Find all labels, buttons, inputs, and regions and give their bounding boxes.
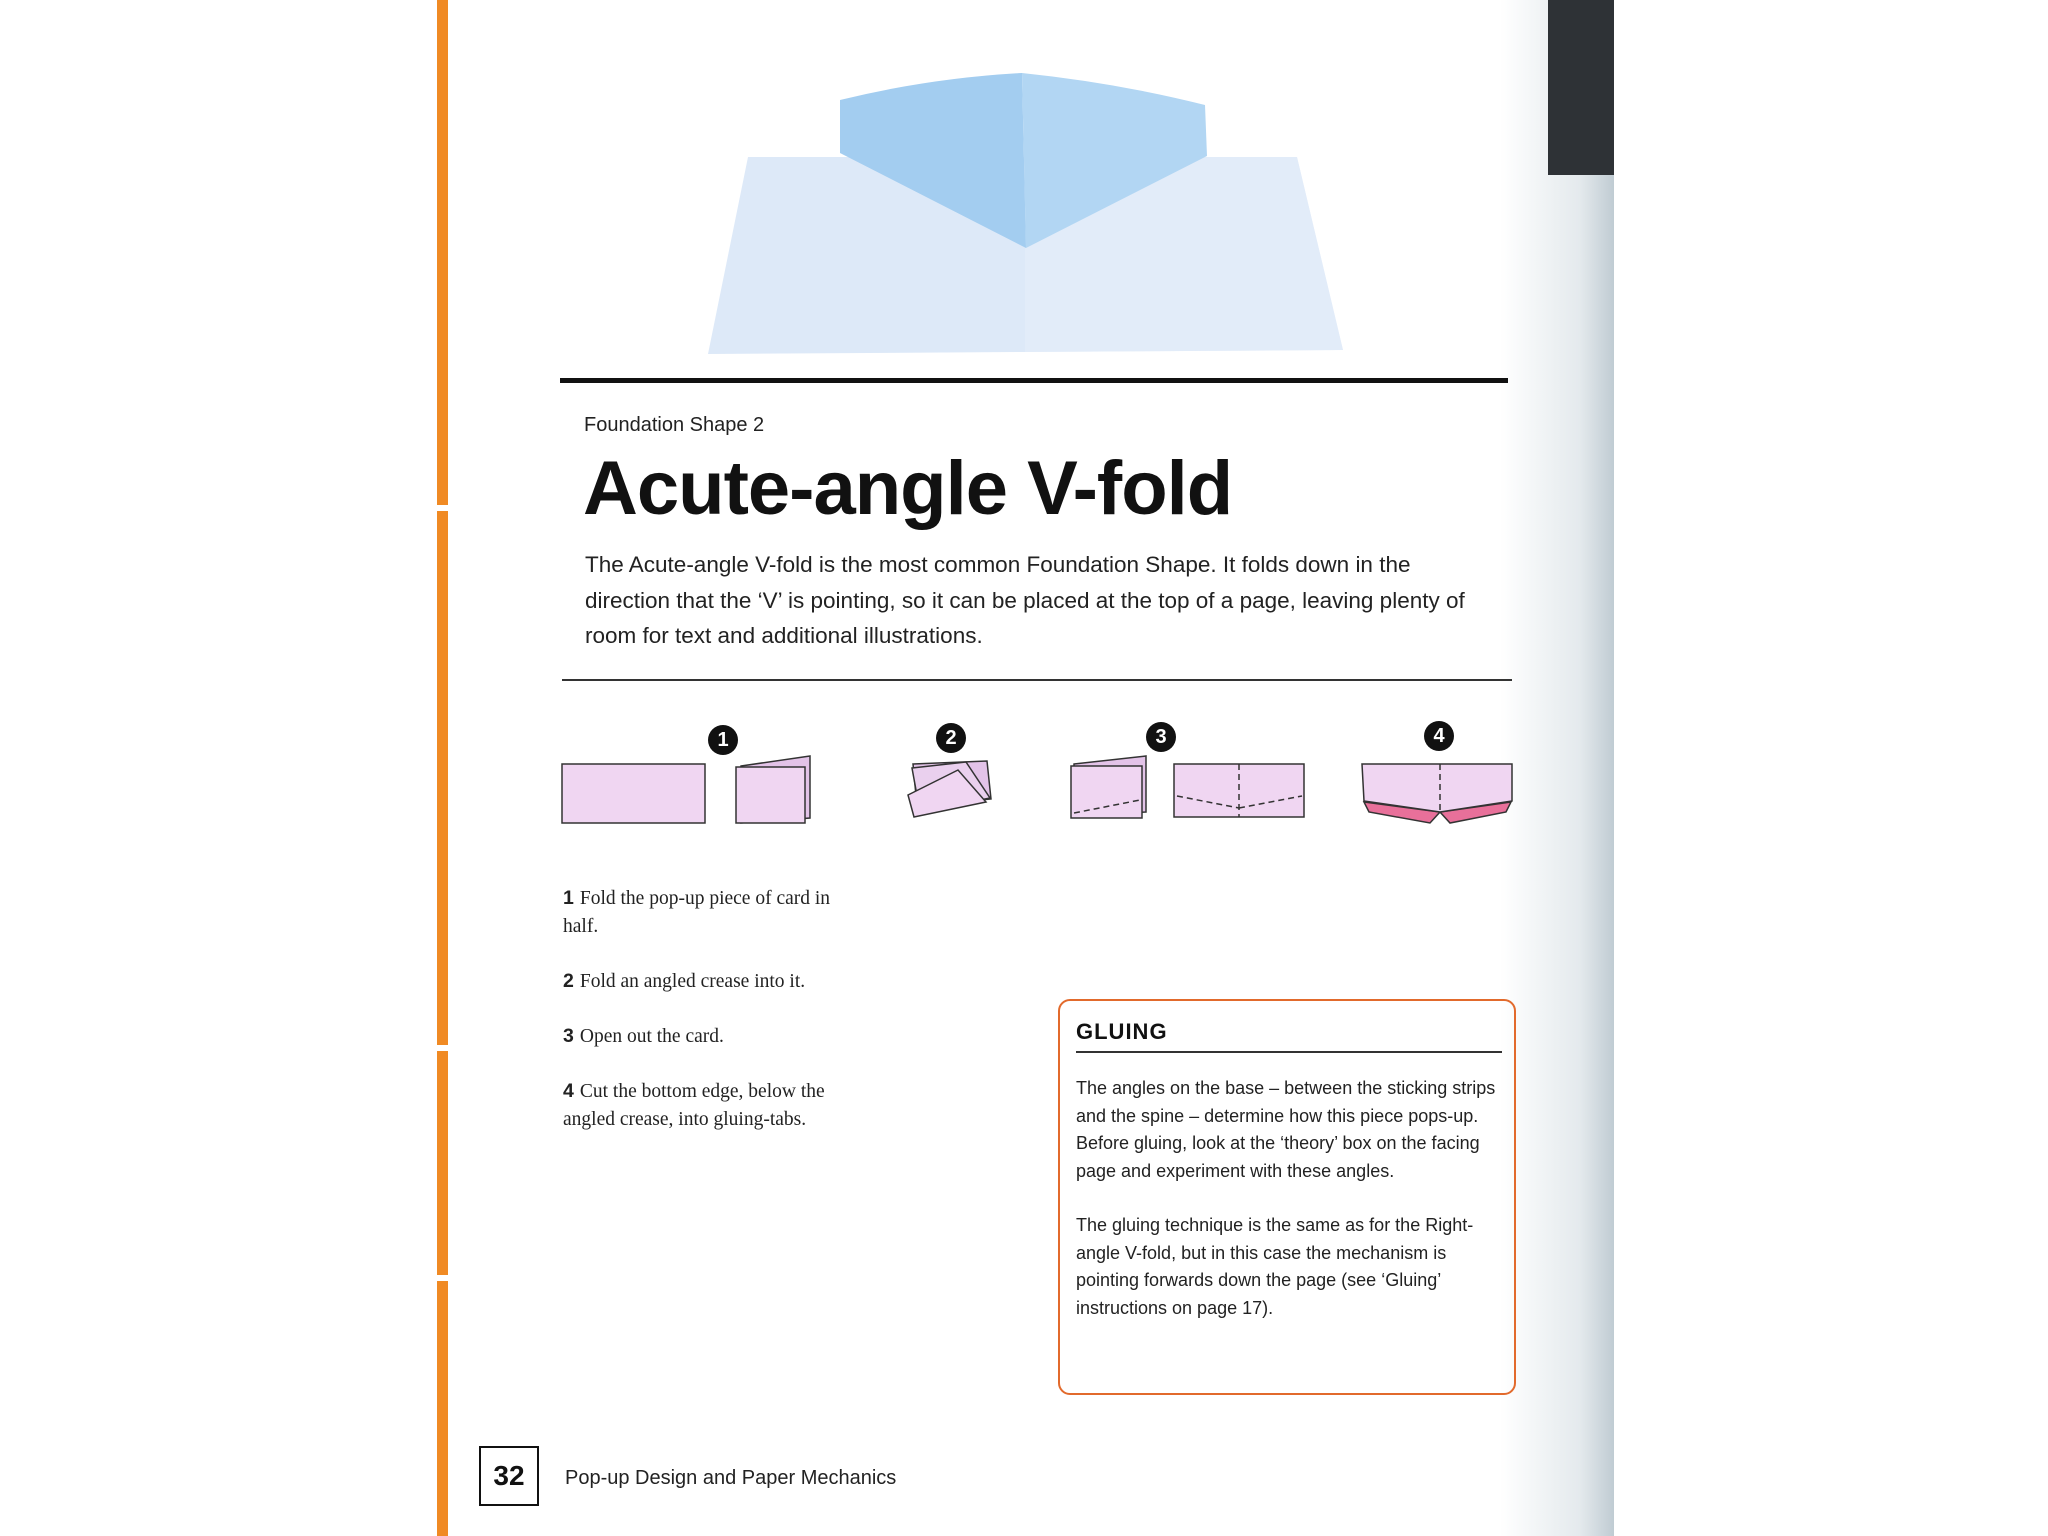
running-footer-title: Pop-up Design and Paper Mechanics: [565, 1467, 897, 1489]
gluing-rule: [1076, 1051, 1502, 1053]
instruction-item: 1 Fold the pop-up piece of card in half.: [563, 887, 831, 937]
instruction-item: 4 Cut the bottom edge, below the angled crease, into gluing-tabs.: [563, 1080, 825, 1130]
orange-edge-gap: [437, 1045, 448, 1051]
page-number: 32: [479, 1446, 539, 1506]
step-number-badge: 1: [708, 725, 738, 755]
gluing-paragraph: The gluing technique is the same as for the Right-angle V-fold, but in this case the mechanism is pointing forwards down the page (see ‘Gluing’ instructions on page 17).: [1076, 1215, 1474, 1318]
instruction-list: [563, 884, 833, 1160]
gluing-paragraph: The angles on the base – between the sticking strips and the spine – determine how this piece pops-up. Before gluing, look at the ‘theory’ box on the facing page and experiment with these angles.: [1076, 1078, 1496, 1181]
step-number-badge: 2: [936, 723, 966, 753]
gluing-heading: GLUING: [1076, 1019, 1168, 1044]
page-title: Acute-angle V-fold: [583, 446, 1233, 531]
card-flat: [562, 764, 705, 823]
intro-paragraph: The Acute-angle V-fold is the most common Foundation Shape. It folds down in the direction that the ‘V’ is pointing, so it can be placed at the top of a page, leaving plenty of room for text and additional illustrations.: [585, 552, 1465, 648]
section-kicker: Foundation Shape 2: [584, 414, 765, 436]
instruction-item: 3 Open out the card.: [563, 1025, 724, 1047]
card-folded-crease: [1071, 766, 1142, 818]
step-number-badge: 3: [1146, 722, 1176, 752]
step-number-badge: 4: [1424, 721, 1454, 751]
orange-edge-gap: [437, 1275, 448, 1281]
gluing-box: [1058, 999, 1516, 1395]
gluing-body: [1076, 1075, 1504, 1349]
card-folded: [736, 767, 805, 823]
instruction-item: 2 Fold an angled crease into it.: [563, 970, 806, 992]
